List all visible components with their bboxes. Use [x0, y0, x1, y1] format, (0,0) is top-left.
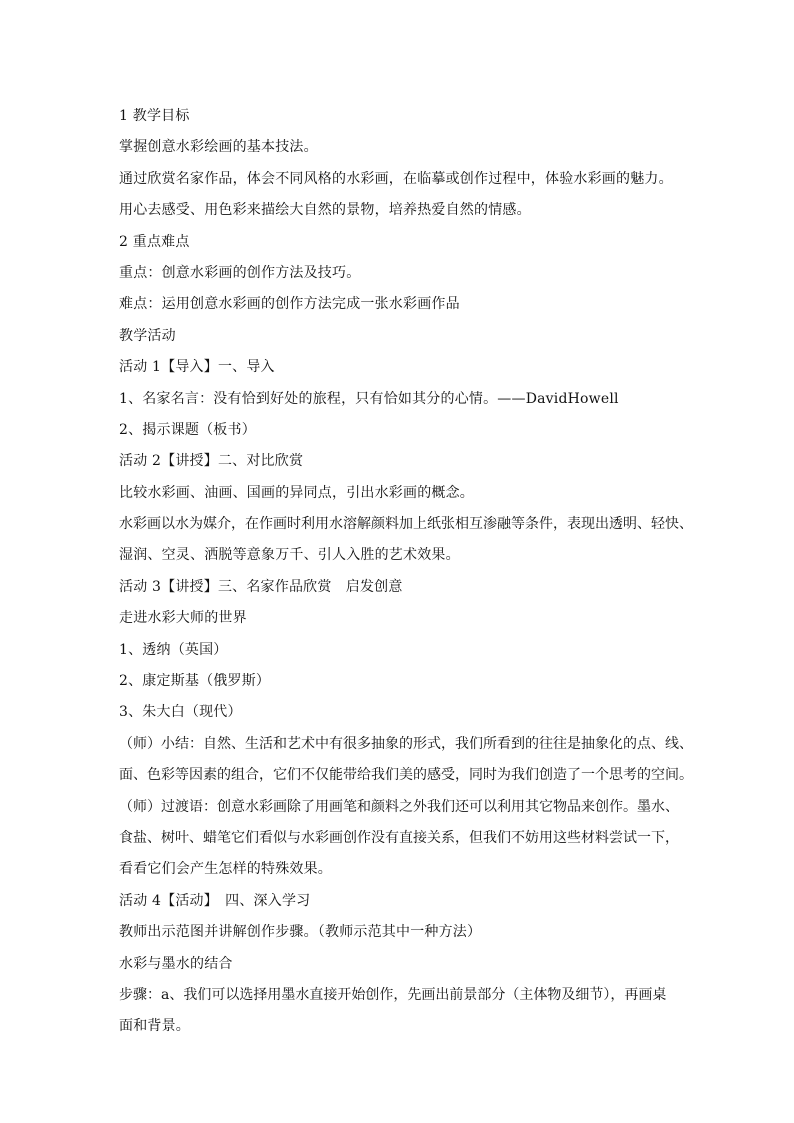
- artist-item-1: 1、透纳（英国）: [119, 641, 228, 658]
- activity-4-subheading: 水彩与墨水的结合: [119, 955, 233, 972]
- activity-2-definition-line-2: 湿润、空灵、洒脱等意象万千、引人入胜的艺术效果。: [119, 547, 460, 564]
- activity-4-demo: 教师出示范图并讲解创作步骤。（教师示范其中一种方法）: [119, 924, 482, 941]
- activity-2-definition-line-1: 水彩画以水为媒介，在作画时利用水溶解颜料加上纸张相互渗融等条件，表现出透明、轻快、: [119, 516, 693, 533]
- teacher-summary-line-2: 面、色彩等因素的组合，它们不仅能带给我们美的感受，同时为我们创造了一个思考的空间。: [119, 767, 693, 784]
- key-point-line: 重点：创意水彩画的创作方法及技巧。: [119, 264, 361, 281]
- section-heading-key-points: 2 重点难点: [119, 233, 190, 250]
- difficulty-line: 难点：运用创意水彩画的创作方法完成一张水彩画作品: [119, 296, 460, 313]
- section-heading-activities: 教学活动: [119, 327, 176, 344]
- objective-line-3: 用心去感受、用色彩来描绘大自然的景物，培养热爱自然的情感。: [119, 202, 531, 219]
- teacher-transition-line-1: （师）过渡语：创意水彩画除了用画笔和颜料之外我们还可以利用其它物品来创作。墨水、: [119, 798, 679, 815]
- teacher-transition-line-3: 看看它们会产生怎样的特殊效果。: [119, 861, 332, 878]
- steps-line-2: 面和背景。: [119, 1018, 190, 1035]
- teacher-transition-line-2: 食盐、树叶、蜡笔它们看似与水彩画创作没有直接关系，但我们不妨用这些材料尝试一下，: [119, 829, 679, 846]
- section-heading-objectives: 1 教学目标: [119, 108, 190, 124]
- objective-line-1: 掌握创意水彩绘画的基本技法。: [119, 139, 318, 156]
- activity-1-quote: 1、名家名言：没有恰到好处的旅程，只有恰如其分的心情。——DavidHowell: [119, 390, 619, 407]
- steps-line-1: 步骤：a、我们可以选择用墨水直接开始创作，先画出前景部分（主体物及细节），再画桌: [119, 986, 667, 1003]
- activity-3-heading: 活动 3【讲授】三、名家作品欣赏 启发创意: [119, 578, 403, 595]
- artist-item-2: 2、康定斯基（俄罗斯）: [119, 673, 271, 690]
- activity-2-heading: 活动 2【讲授】二、对比欣赏: [119, 453, 304, 470]
- activity-3-intro: 走进水彩大师的世界: [119, 610, 247, 627]
- document-body: [119, 101, 693, 1043]
- artist-item-3: 3、朱大白（现代）: [119, 704, 242, 721]
- activity-1-topic: 2、揭示课题（板书）: [119, 421, 256, 438]
- objective-line-2: 通过欣赏名家作品，体会不同风格的水彩画，在临摹或创作过程中，体验水彩画的魅力。: [119, 170, 673, 187]
- activity-1-heading: 活动 1【导入】一、导入: [119, 359, 275, 376]
- activity-4-heading: 活动 4【活动】 四、深入学习: [119, 892, 311, 909]
- teacher-summary-line-1: （师）小结：自然、生活和艺术中有很多抽象的形式，我们所看到的往往是抽象化的点、线、: [119, 735, 693, 752]
- activity-2-compare: 比较水彩画、油画、国画的异同点，引出水彩画的概念。: [119, 484, 474, 501]
